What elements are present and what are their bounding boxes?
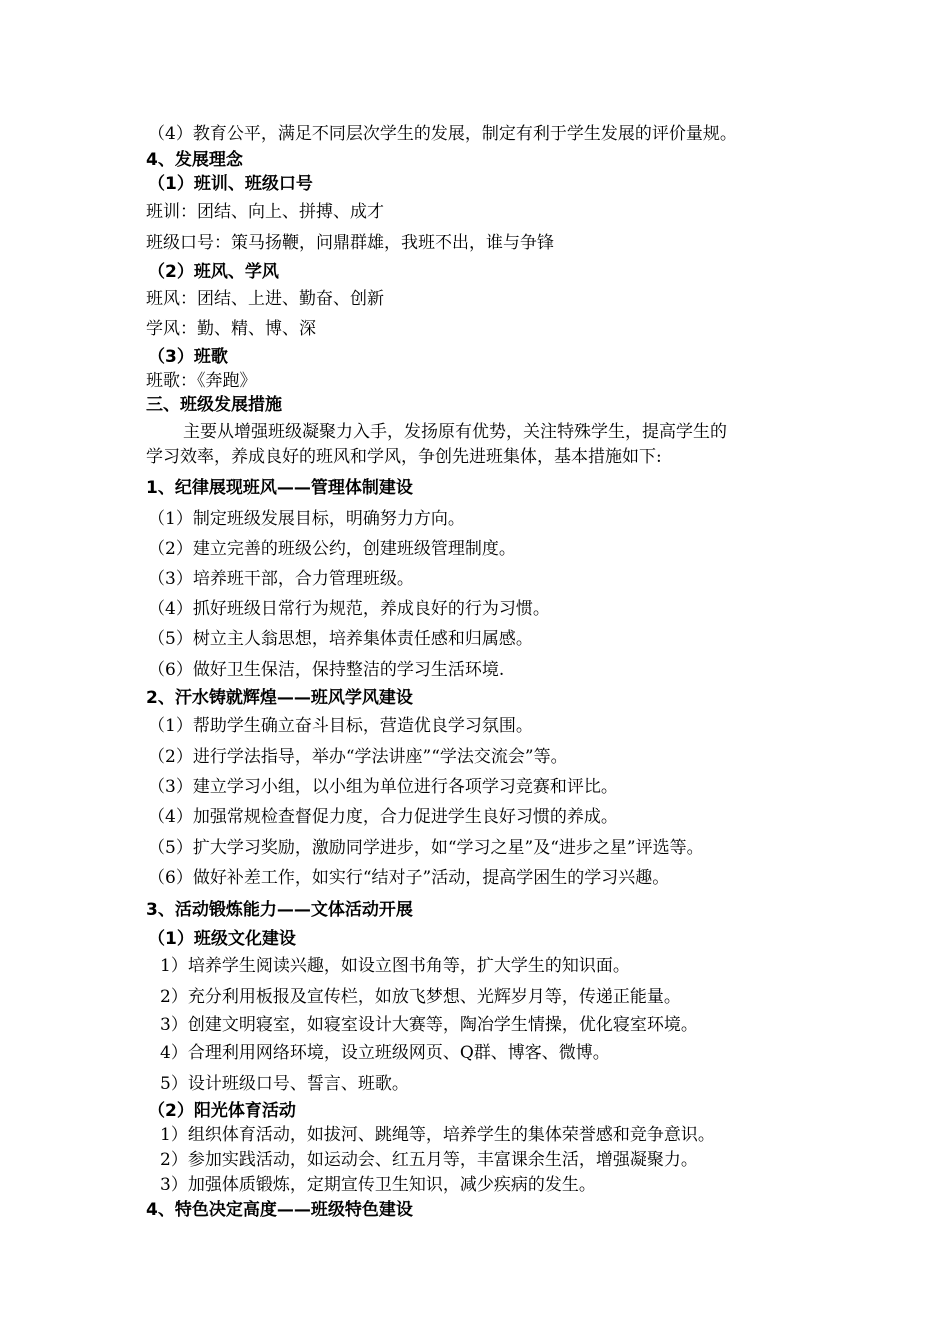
text-line: 学风：勤、精、博、深: [146, 319, 316, 339]
list-item: （6）做好卫生保洁，保持整洁的学习生活环境.: [148, 660, 505, 680]
text-line: 班训：团结、向上、拼搏、成才: [146, 202, 384, 222]
section-heading: 3、活动锻炼能力——文体活动开展: [146, 900, 413, 920]
section-heading: 1、纪律展现班风——管理体制建设: [146, 478, 413, 498]
subsection-heading: （3）班歌: [148, 347, 228, 367]
list-item: 3）加强体质锻炼，定期宣传卫生知识，减少疾病的发生。: [160, 1175, 596, 1195]
list-item: 2）充分利用板报及宣传栏，如放飞梦想、光辉岁月等，传递正能量。: [160, 987, 681, 1007]
list-item: （4）加强常规检查督促力度，合力促进学生良好习惯的养成。: [148, 807, 618, 827]
paragraph-line: 主要从增强班级凝聚力入手，发扬原有优势，关注特殊学生，提高学生的: [183, 422, 727, 442]
list-item: （3）培养班干部，合力管理班级。: [148, 569, 414, 589]
list-item: 4）合理利用网络环境，设立班级网页、Q群、博客、微博。: [160, 1043, 610, 1063]
text-line: （4）教育公平，满足不同层次学生的发展，制定有利于学生发展的评价量规。: [148, 124, 737, 144]
section-heading: 4、特色决定高度——班级特色建设: [146, 1200, 413, 1220]
list-item: 1）培养学生阅读兴趣，如设立图书角等，扩大学生的知识面。: [160, 956, 630, 976]
subsection-heading: （1）班训、班级口号: [148, 174, 313, 194]
list-item: （1）帮助学生确立奋斗目标，营造优良学习氛围。: [148, 716, 533, 736]
subsection-heading: （2）阳光体育活动: [148, 1101, 296, 1121]
list-item: （1）制定班级发展目标，明确努力方向。: [148, 509, 465, 529]
list-item: （5）扩大学习奖励，激励同学进步，如“学习之星”及“进步之星”评选等。: [148, 838, 704, 858]
list-item: 1）组织体育活动，如拔河、跳绳等，培养学生的集体荣誉感和竞争意识。: [160, 1125, 715, 1145]
list-item: （3）建立学习小组，以小组为单位进行各项学习竞赛和评比。: [148, 777, 618, 797]
list-item: 3）创建文明寝室，如寝室设计大赛等，陶冶学生情操，优化寝室环境。: [160, 1015, 698, 1035]
list-item: （5）树立主人翁思想，培养集体责任感和归属感。: [148, 629, 533, 649]
list-item: （6）做好补差工作，如实行“结对子”活动，提高学困生的学习兴趣。: [148, 868, 670, 888]
section-heading: 4、发展理念: [146, 150, 243, 170]
paragraph-line: 学习效率，养成良好的班风和学风，争创先进班集体，基本措施如下:: [146, 447, 662, 467]
text-line: 班歌：《奔跑》: [146, 371, 257, 391]
section-heading: 2、汗水铸就辉煌——班风学风建设: [146, 688, 413, 708]
list-item: 5）设计班级口号、誓言、班歌。: [160, 1074, 409, 1094]
text-line: 班级口号：策马扬鞭，问鼎群雄，我班不出，谁与争锋: [146, 233, 554, 253]
list-item: 2）参加实践活动，如运动会、红五月等，丰富课余生活，增强凝聚力。: [160, 1150, 698, 1170]
list-item: （2）建立完善的班级公约，创建班级管理制度。: [148, 539, 516, 559]
list-item: （2）进行学法指导，举办“学法讲座”“学法交流会”等。: [148, 747, 568, 767]
text-line: 班风：团结、上进、勤奋、创新: [146, 289, 384, 309]
subsection-heading: （1）班级文化建设: [148, 929, 296, 949]
section-heading: 三、班级发展措施: [146, 395, 282, 415]
subsection-heading: （2）班风、学风: [148, 262, 279, 282]
list-item: （4）抓好班级日常行为规范，养成良好的行为习惯。: [148, 599, 550, 619]
